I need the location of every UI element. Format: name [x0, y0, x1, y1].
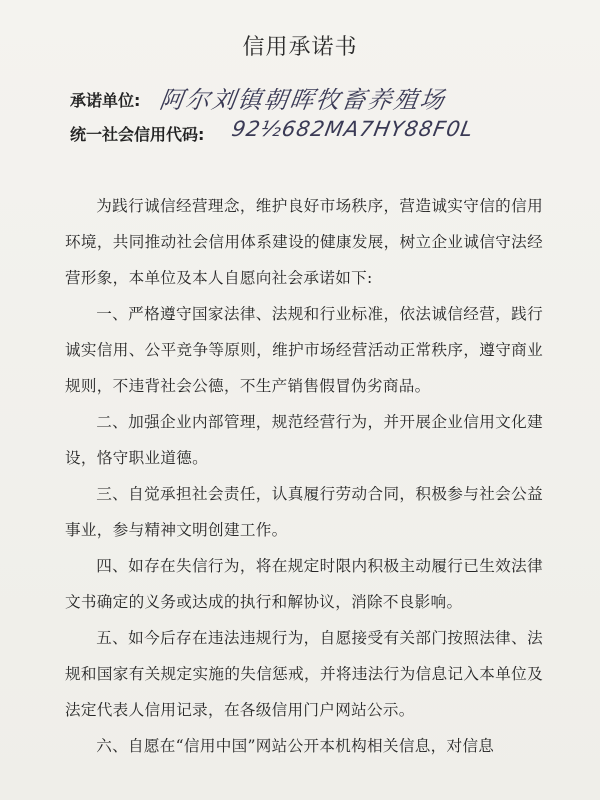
paragraph-clause-1: [65, 296, 543, 404]
paragraph-text: 为践行诚信经营理念，维护良好市场秩序，营造诚实守信的信用环境，共同推动社会信用体系建设的健康发展，树立企业诚信守法经营形象，本单位及本人自愿向社会承诺如下:: [65, 197, 543, 287]
credit-code-handwritten-value: 92½682MA7HY88F0L: [229, 117, 476, 141]
paragraph-text: 三、自觉承担社会责任，认真履行劳动合同，积极参与社会公益事业，参与精神文明创建工作。: [65, 485, 543, 539]
paragraph-clause-2: [65, 404, 543, 476]
unit-label: 承诺单位:: [70, 91, 141, 110]
paragraph-clause-4: [65, 548, 543, 620]
unit-field-row: [70, 88, 140, 111]
credit-code-field-row: [70, 122, 204, 145]
paragraph-text: 六、自愿在“信用中国”网站公开本机构相关信息，对信息: [96, 737, 495, 755]
paragraph-clause-5: [65, 620, 543, 728]
paragraph-clause-3: [65, 476, 543, 548]
paragraph-text: 五、如今后存在违法违规行为，自愿接受有关部门按照法律、法规和国家有关规定实施的失信惩戒，并将违法行为信息记入本单位及法定代表人信用记录，在各级信用门户网站公示。: [65, 629, 543, 719]
paragraph-text: 二、加强企业内部管理，规范经营行为，并开展企业信用文化建设，恪守职业道德。: [65, 413, 543, 467]
paragraph-preamble: [65, 188, 543, 296]
paragraph-text: 四、如存在失信行为，将在规定时限内积极主动履行已生效法律文书确定的义务或达成的执行和解协议，消除不良影响。: [65, 557, 543, 611]
document-title: 信用承诺书: [242, 35, 358, 60]
paragraph-text: 一、严格遵守国家法律、法规和行业标准，依法诚信经营，践行诚实信用、公平竞争等原则，维护市场经营活动正常秩序，遵守商业规则，不违背社会公德，不生产销售假冒伪劣商品。: [65, 305, 543, 395]
credit-code-label: 统一社会信用代码:: [70, 125, 205, 144]
unit-handwritten-value: 阿尔刘镇朝晖牧畜养殖场: [157, 86, 448, 114]
paragraph-clause-6: [65, 728, 543, 764]
